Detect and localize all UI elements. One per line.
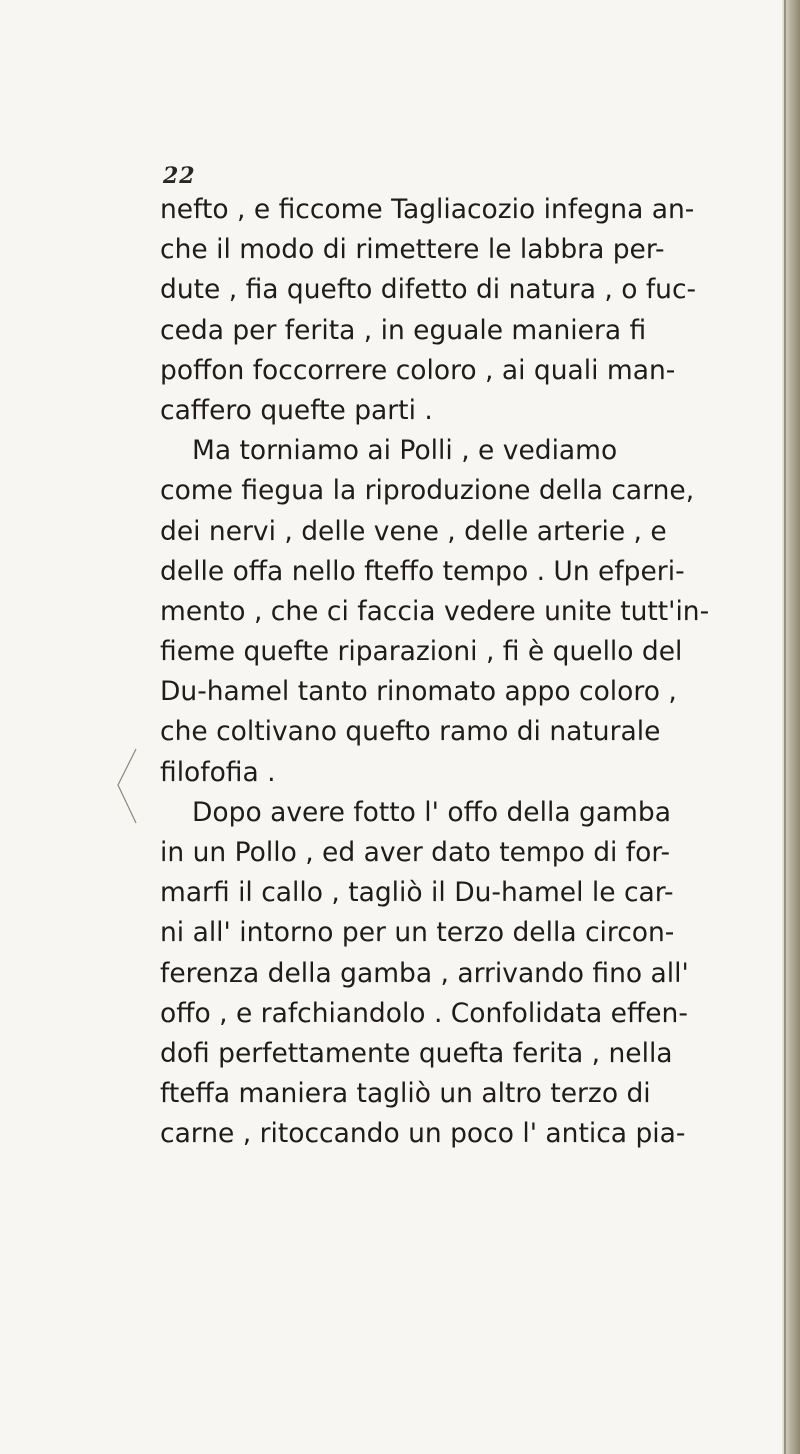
text-line: ceda per ferita , in eguale maniera fi <box>160 314 647 346</box>
text-line: ni all' intorno per un terzo della circon- <box>160 917 675 949</box>
text-line: dofi perfettamente quefta ferita , nella <box>160 1037 673 1069</box>
text-line: Du-hamel tanto rinomato appo coloro , <box>160 676 677 708</box>
text-line: delle offa nello fteffo tempo . Un efperi- <box>160 555 685 587</box>
text-line: che il modo di rimettere le labbra per- <box>160 234 665 266</box>
text-line: ferenza della gamba , arrivando fino all' <box>160 957 689 989</box>
text-line: fteffa maniera tagliò un altro terzo di <box>160 1078 651 1110</box>
scan-edge-line <box>784 0 786 1454</box>
text-line: in un Pollo , ed aver dato tempo di for- <box>160 837 671 868</box>
text-line: nefto , e ficcome Tagliacozio infegna an- <box>160 194 695 225</box>
text-line: filofofia . <box>160 756 276 788</box>
page-number: 22 <box>163 163 196 189</box>
text-line: offo , e rafchiandolo . Confolidata effen- <box>160 997 688 1029</box>
text-line: che coltivano quefto ramo di naturale <box>160 716 661 748</box>
text-line: Dopo avere fotto l' offo della gamba <box>192 796 671 828</box>
text-line: Ma torniamo ai Polli , e vediamo <box>192 435 618 467</box>
text-line: poffon foccorrere coloro , ai quali man- <box>160 354 676 386</box>
body-text <box>160 190 710 1155</box>
text-line: carne , ritoccando un poco l' antica pia- <box>160 1118 686 1150</box>
text-line: come fiegua la riproduzione della carne, <box>160 475 695 507</box>
margin-pencil-mark <box>112 745 140 825</box>
text-line: dute , fia quefto difetto di natura , o fuc- <box>160 274 697 306</box>
text-line: dei nervi , delle vene , delle arterie , e <box>160 515 667 547</box>
text-line: mento , che ci faccia vedere unite tutt'in- <box>160 595 710 627</box>
text-line: marfi il callo , tagliò il Du-hamel le car- <box>160 877 674 909</box>
text-line: caffero quefte parti . <box>160 394 433 426</box>
text-line: fieme quefte riparazioni , fi è quello del <box>160 636 683 668</box>
